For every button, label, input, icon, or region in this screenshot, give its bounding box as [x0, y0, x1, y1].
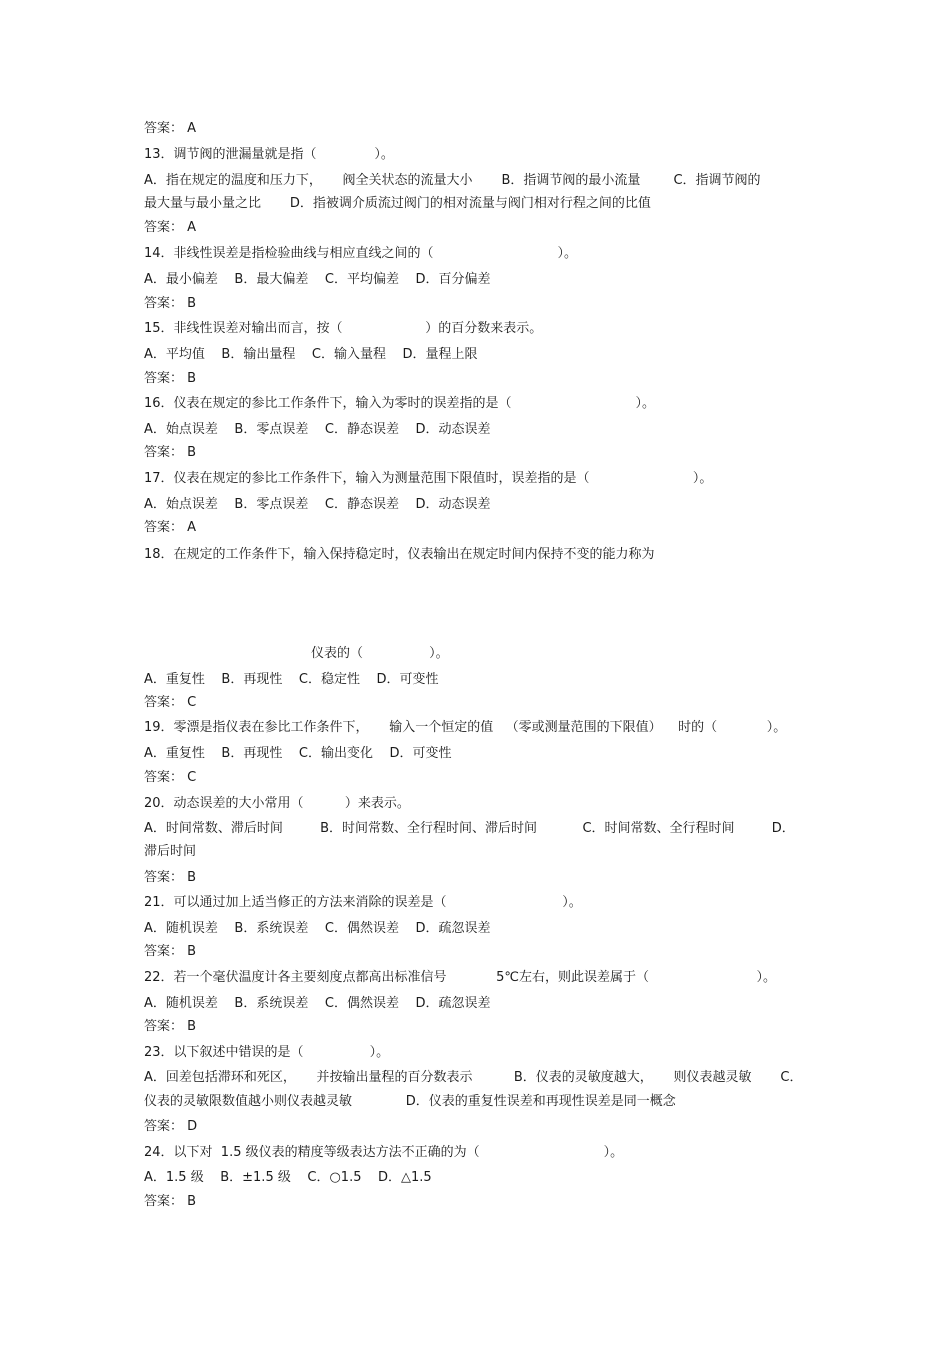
answer-line: 答案： C: [144, 770, 197, 785]
question-22: 22．若一个毫伏温度计各主要刻度点都高出标准信号 5℃左右，则此误差属于（ ）。: [144, 970, 776, 985]
options-line: A．始点误差 B．零点误差 C．静态误差 D．动态误差: [144, 497, 491, 512]
answer-line: 答案： A: [144, 520, 197, 535]
answer-line: 答案： B: [144, 870, 197, 885]
options-line: A．1.5 级 B．±1.5 级 C．○1.5 D．△1.5: [144, 1170, 432, 1185]
answer-line: 答案： B: [144, 445, 197, 460]
answer-line: 答案： D: [144, 1119, 198, 1134]
answer-line: 答案： B: [144, 1194, 197, 1209]
answer-line: 答案： B: [144, 296, 197, 311]
options-line: A．始点误差 B．零点误差 C．静态误差 D．动态误差: [144, 422, 491, 437]
options-line: A．平均值 B．输出量程 C．输入量程 D．量程上限: [144, 347, 478, 362]
answer-line: 答案： B: [144, 944, 197, 959]
options-line: A．回差包括滞环和死区， 并按输出量程的百分数表示 B．仪表的灵敏度越大， 则仪表越灵敏 C．: [144, 1070, 803, 1085]
options-line: 仪表的灵敏限数值越小则仪表越灵敏 D．仪表的重复性误差和再现性误差是同一概念: [144, 1094, 676, 1109]
options-line: A．随机误差 B．系统误差 C．偶然误差 D．疏忽误差: [144, 996, 491, 1011]
answer-line: 答案： B: [144, 371, 197, 386]
question-14: 14．非线性误差是指检验曲线与相应直线之间的（ ）。: [144, 246, 578, 261]
answer-line: 答案： C: [144, 695, 197, 710]
answer-line: 答案： B: [144, 1019, 197, 1034]
options-line: 最大量与最小量之比 D．指被调介质流过阀门的相对流量与阀门相对行程之间的比值: [144, 196, 651, 211]
options-line: A．最小偏差 B．最大偏差 C．平均偏差 D．百分偏差: [144, 272, 491, 287]
options-line: A．重复性 B．再现性 C．输出变化 D．可变性: [144, 746, 452, 761]
text-line: 答案： A: [144, 121, 197, 136]
question-15: 15．非线性误差对输出而言，按（ ）的百分数来表示。: [144, 321, 543, 336]
question-19: 19．零漂是指仪表在参比工作条件下， 输入一个恒定的值 （零或测量范围的下限值） 时的（ ）。: [144, 720, 787, 735]
options-line: A．重复性 B．再现性 C．稳定性 D．可变性: [144, 672, 439, 687]
question-24: 24．以下对 1.5 级仪表的精度等级表达方法不正确的为（ ）。: [144, 1145, 624, 1160]
answer-line: 答案： A: [144, 220, 197, 235]
options-line: A．时间常数、滞后时间 B．时间常数、全行程时间、滞后时间 C．时间常数、全行程时间 D．: [144, 821, 795, 836]
options-line: A．随机误差 B．系统误差 C．偶然误差 D．疏忽误差: [144, 921, 491, 936]
question-20: 20．动态误差的大小常用（ ）来表示。: [144, 796, 410, 811]
question-17: 17．仪表在规定的参比工作条件下，输入为测量范围下限值时，误差指的是（ ）。: [144, 471, 713, 486]
question-23: 23．以下叙述中错误的是（ ）。: [144, 1045, 390, 1060]
question-13: 13．调节阀的泄漏量就是指（ ）。: [144, 147, 394, 162]
question-18-continued: 仪表的（ ）。: [311, 646, 449, 661]
options-line: 滞后时间: [144, 844, 197, 859]
question-18: 18．在规定的工作条件下，输入保持稳定时，仪表输出在规定时间内保持不变的能力称为: [144, 547, 655, 562]
question-16: 16．仪表在规定的参比工作条件下，输入为零时的误差指的是（ ）。: [144, 396, 656, 411]
question-21: 21．可以通过加上适当修正的方法来消除的误差是（ ）。: [144, 895, 582, 910]
options-line: A．指在规定的温度和压力下， 阀全关状态的流量大小 B．指调节阀的最小流量 C．指调节阀的: [144, 173, 761, 188]
